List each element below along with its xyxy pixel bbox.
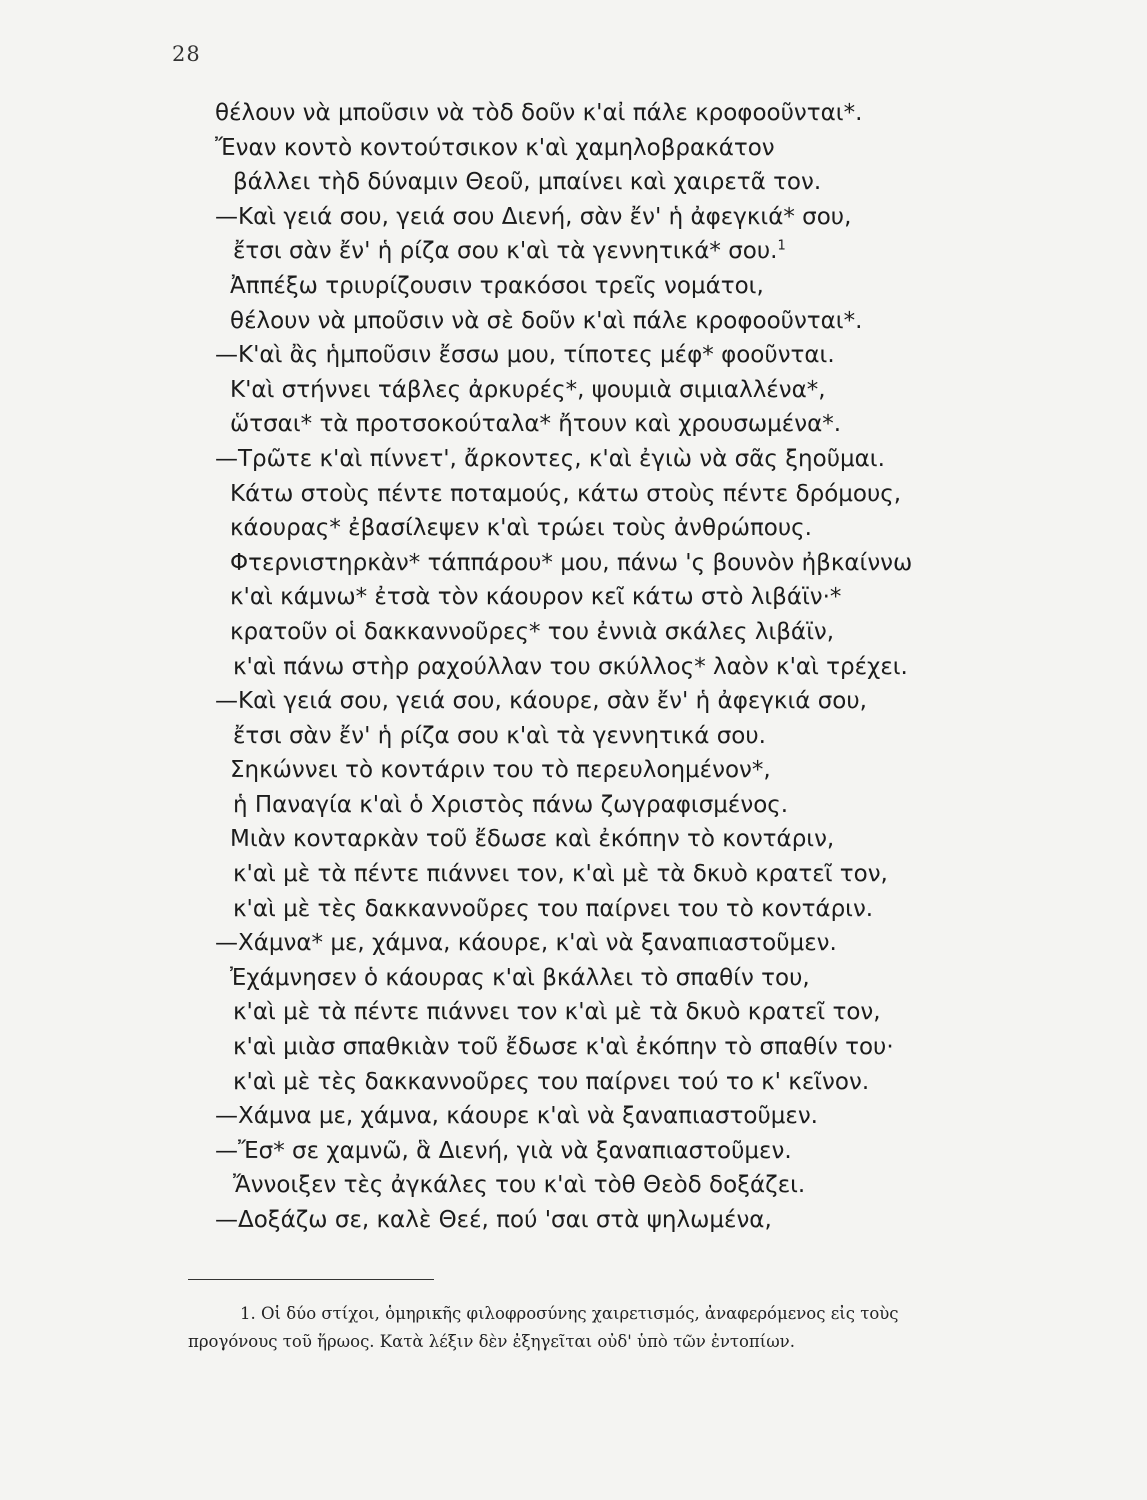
poem-line: —Τρῶτε κ'αὶ πίννετ', ἄρκοντες, κ'αὶ ἐγιὼ νὰ σᾶς ξηοῦμαι. — [215, 445, 885, 472]
poem-line: κ'αὶ μὲ τὲς δακκαννοῦρες του παίρνει του τὸ κοντάριν. — [233, 895, 874, 922]
poem-line: Μιὰν κονταρκὰν τοῦ ἔδωσε καὶ ἐκόπην τὸ κοντάριν, — [230, 826, 835, 853]
poem-line: Ἀππέξω τριυρίζουσιν τρακόσοι τρεῖς νομάτοι, — [230, 272, 764, 299]
poem-line: κ'αὶ μὲ τὰ πέντε πιάννει τον κ'αὶ μὲ τὰ δκυὸ κρατεῖ τον, — [233, 999, 881, 1026]
poem-line: —Καὶ γειά σου, γειά σου, κάουρε, σὰν ἔν' ἡ ἀφεγκιά σου, — [215, 688, 867, 715]
poem-line: θέλουν νὰ μποῦσιν νὰ τὸδ δοῦν κ'αἰ πάλε κροφοοῦνται*. — [215, 100, 863, 126]
footnote-line: προγόνους τοῦ ἥρωος. Κατὰ λέξιν δὲν ἐξηγεῖται οὐδ' ὑπὸ τῶν ἐντοπίων. — [188, 1332, 795, 1351]
poem-line: Κάτω στοὺς πέντε ποταμούς, κάτω στοὺς πέντε δρόμους, — [230, 480, 902, 507]
footnote-reference: 1 — [777, 238, 786, 254]
footnote-line — [188, 1300, 1018, 1328]
poem-line: Φτερνιστηρκὰν* τάππάρου* μου, πάνω 'ς βουνὸν ἠβκαίννω — [230, 549, 913, 576]
poem-line: ἔτσι σὰν ἔν' ἡ ρίζα σου κ'αὶ τὰ γεννητικά σου. — [233, 722, 766, 749]
footnote-text: Οἱ δύο στίχοι, ὁμηρικῆς φιλοφροσύνης χαιρετισμός, ἀναφερόμενος εἰς τοὺς — [261, 1304, 899, 1323]
poem-line — [215, 234, 995, 269]
poem-line: κάουρας* ἐβασίλεψεν κ'αὶ τρώει τοὺς ἀνθρώπους. — [230, 515, 812, 542]
poem-line: βάλλει τὴδ δύναμιν Θεοῦ, μπαίνει καὶ χαιρετᾶ τον. — [233, 169, 822, 196]
poem-line: κ'αὶ κάμνω* ἐτσὰ τὸν κάουρον κεῖ κάτω στὸ λιβάϊν·* — [230, 584, 842, 611]
poem-line-text: ἔτσι σὰν ἔν' ἡ ρίζα σου κ'αὶ τὰ γεννητικά* σου. — [233, 238, 778, 265]
poem-line: —Δοξάζω σε, καλὲ Θεέ, πού 'σαι στὰ ψηλωμένα, — [215, 1207, 772, 1233]
poem-line: —Καὶ γειά σου, γειά σου Διενή, σὰν ἔν' ἡ ἀφεγκιά* σου, — [215, 203, 852, 230]
poem-line: κ'αὶ μὲ τὲς δακκαννοῦρες του παίρνει τού το κ' κεῖνον. — [233, 1068, 870, 1095]
footnote-marker: 1. — [240, 1304, 256, 1323]
footnote — [188, 1300, 1018, 1356]
page-number: 28 — [172, 42, 201, 66]
poem-line: Σηκώννει τὸ κοντάριν του τὸ περευλοημένον*, — [230, 757, 771, 784]
poem-line: κ'αὶ μὲ τὰ πέντε πιάννει τον, κ'αὶ μὲ τὰ δκυὸ κρατεῖ τον, — [233, 861, 888, 888]
poem-line: κρατοῦν οἱ δακκαννοῦρες* του ἐννιὰ σκάλες λιβάϊν, — [230, 618, 835, 645]
poem-line: Ἐχάμνησεν ὁ κάουρας κ'αὶ βκάλλει τὸ σπαθίν του, — [230, 964, 810, 991]
poem-line: ὥτσαι* τὰ προτσοκούταλα* ἤτουν καὶ χρουσωμένα*. — [230, 411, 842, 438]
poem-line: —Κ'αὶ ἂς ἡμποῦσιν ἔσσω μου, τίποτες μέφ* φοοῦνται. — [215, 342, 835, 369]
poem-line: —Ἔσ* σε χαμνῶ, ἃ Διενή, γιὰ νὰ ξαναπιαστοῦμεν. — [215, 1137, 792, 1164]
poem-line: —Χάμνα με, χάμνα, κάουρε κ'αὶ νὰ ξαναπιαστοῦμεν. — [215, 1103, 818, 1130]
poem-line: —Χάμνα* με, χάμνα, κάουρε, κ'αὶ νὰ ξαναπιαστοῦμεν. — [215, 930, 837, 957]
poem-line: Ἄννοιξεν τὲς ἀγκάλες του κ'αὶ τὸθ Θεὸδ δοξάζει. — [233, 1172, 806, 1199]
poem-line: Κ'αὶ στήννει τάβλες ἀρκυρές*, ψουμιὰ σιμιαλλένα*, — [230, 376, 826, 403]
poem-line: κ'αὶ πάνω στὴρ ραχούλλαν του σκύλλος* λαὸν κ'αὶ τρέχει. — [233, 653, 908, 680]
footnote-divider — [188, 1279, 434, 1280]
poem-line: Ἔναν κοντὸ κοντούτσικον κ'αὶ χαμηλοβρακάτον — [215, 134, 775, 161]
poem-line: ἡ Παναγία κ'αὶ ὁ Χριστὸς πάνω ζωγραφισμένος. — [233, 791, 789, 818]
poem-line: κ'αὶ μιὰσ σπαθκιὰν τοῦ ἔδωσε κ'αὶ ἐκόπην τὸ σπαθίν του· — [233, 1034, 894, 1061]
poem-text — [215, 96, 995, 1238]
poem-line: θέλουν νὰ μποῦσιν νὰ σὲ δοῦν κ'αὶ πάλε κροφοοῦνται*. — [230, 307, 863, 334]
